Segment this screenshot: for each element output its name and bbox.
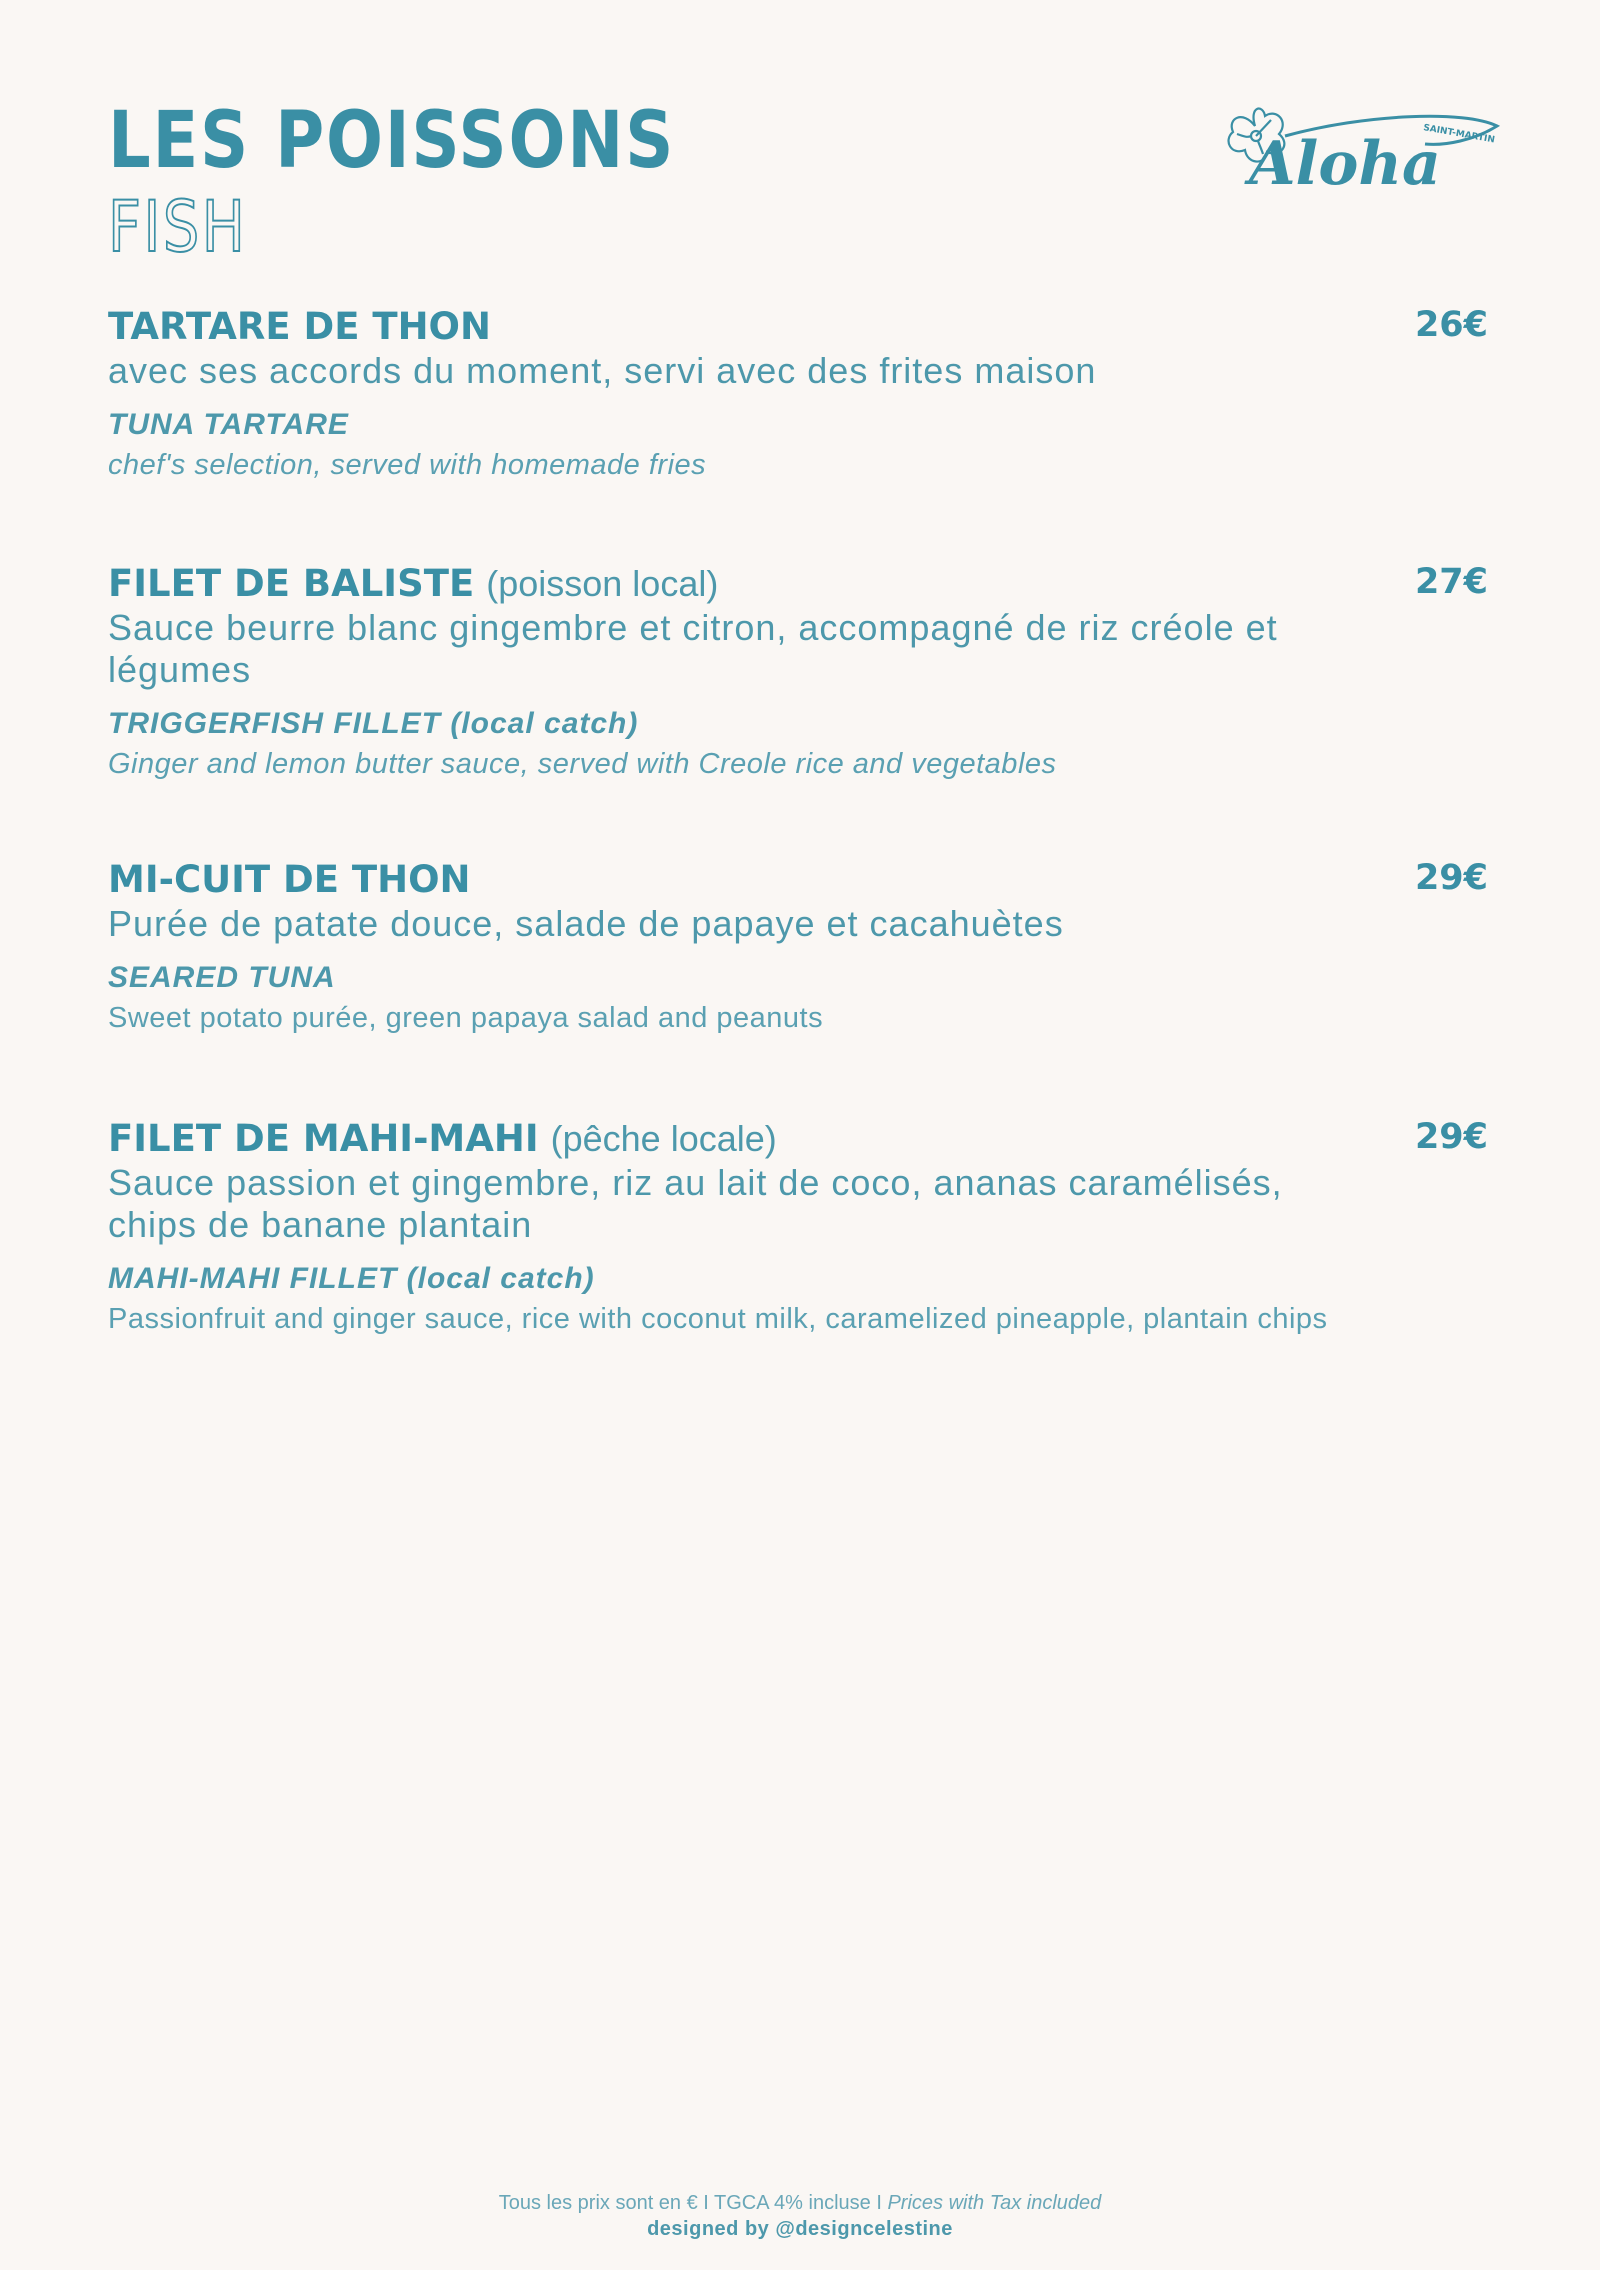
item-name-en: MAHI-MAHI FILLET (local catch) [108, 1262, 595, 1295]
logo-place: SAINT-MARTIN [1422, 123, 1496, 146]
item-header [108, 305, 1488, 348]
item-note-fr: (pêche locale) [550, 1118, 777, 1159]
item-description-fr: avec ses accords du moment, servi avec des frites maison [108, 350, 1097, 391]
item-price: 29€ [1414, 1117, 1488, 1157]
item-price: 27€ [1414, 562, 1488, 602]
item-name-en: TUNA TARTARE [108, 408, 349, 441]
item-price: 29€ [1414, 858, 1488, 898]
aloha-logo [1225, 96, 1505, 206]
menu-item [108, 858, 1488, 1037]
item-name-fr: FILET DE BALISTE [108, 562, 475, 605]
item-header [108, 1117, 1488, 1160]
item-header [108, 858, 1488, 901]
item-description-fr: Sauce beurre blanc gingembre et citron, accompagné de riz créole et légumes [108, 607, 1278, 690]
page-subtitle: FISH [108, 186, 248, 268]
item-price: 26€ [1414, 305, 1488, 345]
item-name-en: SEARED TUNA [108, 961, 336, 994]
item-name-en: TRIGGERFISH FILLET (local catch) [108, 707, 639, 740]
item-header [108, 562, 1488, 605]
item-description-fr: Sauce passion et gingembre, riz au lait de coco, ananas caramélisés, chips de banane plantain [108, 1162, 1283, 1245]
menu-item [108, 305, 1488, 484]
item-description-en: Passionfruit and ginger sauce, rice with coconut milk, caramelized pineapple, plantain chips [108, 1303, 1328, 1335]
item-name-fr: TARTARE DE THON [108, 305, 491, 348]
menu-item [108, 1117, 1488, 1338]
page-heading [108, 95, 767, 267]
item-name-fr: MI-CUIT DE THON [108, 858, 471, 901]
page-title: LES POISSONS [108, 96, 676, 186]
item-note-fr: (poisson local) [486, 563, 719, 604]
footer-prices-note [0, 2190, 1600, 2216]
item-description-en: Sweet potato purée, green papaya salad and peanuts [108, 1002, 824, 1034]
item-name-fr: FILET DE MAHI-MAHI [108, 1117, 539, 1160]
item-description-en: chef's selection, served with homemade fries [108, 449, 707, 481]
logo-name: Aloha [1249, 129, 1441, 199]
footer-prices-fr: Tous les prix sont en € I TGCA 4% incluse I [498, 2192, 882, 2214]
footer-prices-en: Prices with Tax included [887, 2192, 1102, 2214]
menu-item [108, 562, 1488, 783]
footer-credit: designed by @designcelestine [647, 2218, 953, 2240]
footer [0, 2190, 1600, 2242]
item-description-en: Ginger and lemon butter sauce, served with Creole rice and vegetables [108, 748, 1057, 780]
item-description-fr: Purée de patate douce, salade de papaye et cacahuètes [108, 903, 1064, 944]
